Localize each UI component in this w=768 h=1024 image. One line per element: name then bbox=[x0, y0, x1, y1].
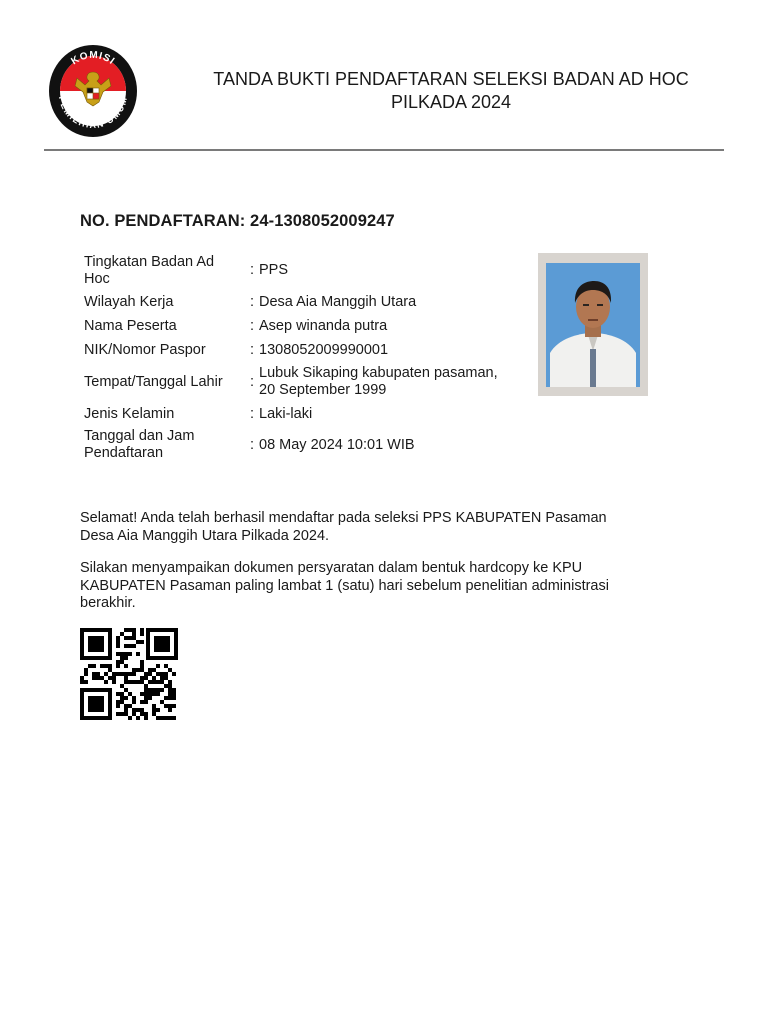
colon: : bbox=[250, 437, 255, 453]
instruction-message bbox=[80, 560, 651, 613]
qr-module bbox=[164, 664, 168, 668]
qr-module bbox=[148, 692, 152, 696]
registration-number: NO. PENDAFTARAN: 24-1308052009247 bbox=[80, 212, 395, 230]
qr-module bbox=[100, 676, 104, 680]
qr-module bbox=[132, 708, 136, 712]
logo-top-text: KOMISI bbox=[69, 49, 117, 68]
qr-module bbox=[120, 700, 124, 704]
colon: : bbox=[250, 318, 255, 334]
qr-module bbox=[152, 676, 156, 680]
label-tingkatan-line-1: Tingkatan Badan Ad bbox=[84, 254, 215, 270]
qr-module bbox=[124, 672, 128, 676]
qr-module bbox=[128, 680, 132, 684]
qr-module bbox=[132, 700, 136, 704]
qr-code bbox=[80, 628, 178, 720]
label-nik: NIK/Nomor Paspor bbox=[84, 342, 206, 358]
qr-module bbox=[160, 672, 164, 676]
qr-module bbox=[160, 716, 164, 720]
qr-module bbox=[152, 688, 156, 692]
qr-module bbox=[148, 668, 152, 672]
qr-module bbox=[92, 676, 96, 680]
colon: : bbox=[250, 374, 255, 390]
qr-module bbox=[116, 636, 120, 640]
qr-module bbox=[168, 668, 172, 672]
qr-module bbox=[144, 684, 148, 688]
qr-module bbox=[116, 664, 120, 668]
qr-module bbox=[88, 664, 92, 668]
qr-module bbox=[136, 668, 140, 672]
qr-module bbox=[116, 704, 120, 708]
qr-module bbox=[136, 652, 140, 656]
qr-module bbox=[84, 680, 88, 684]
qr-module bbox=[156, 672, 160, 676]
qr-module bbox=[148, 680, 152, 684]
success-message-line-2: Desa Aia Manggih Utara Pilkada 2024. bbox=[80, 527, 330, 544]
value-ttl-line-2: 20 September 1999 bbox=[259, 382, 387, 398]
colon: : bbox=[250, 262, 255, 278]
qr-module bbox=[128, 652, 132, 656]
qr-module bbox=[140, 660, 144, 664]
qr-module bbox=[148, 688, 152, 692]
label-nama: Nama Peserta bbox=[84, 318, 177, 334]
instruction-message-line-2: KABUPATEN Pasaman paling lambat 1 (satu) hari sebelum penelitian administrasi bbox=[80, 577, 609, 594]
qr-module bbox=[164, 696, 168, 700]
qr-module bbox=[120, 712, 124, 716]
qr-module bbox=[124, 628, 128, 632]
qr-module bbox=[124, 664, 128, 668]
qr-module bbox=[164, 684, 168, 688]
qr-module bbox=[132, 632, 136, 636]
qr-module bbox=[140, 700, 144, 704]
qr-module bbox=[156, 688, 160, 692]
qr-module bbox=[152, 668, 156, 672]
colon: : bbox=[250, 406, 255, 422]
qr-module bbox=[144, 716, 148, 720]
label-tgl-line-1: Tanggal dan Jam bbox=[84, 428, 195, 444]
qr-module bbox=[96, 672, 100, 676]
qr-module bbox=[152, 712, 156, 716]
label-tgl-line-2: Pendaftaran bbox=[84, 445, 164, 461]
qr-module bbox=[152, 704, 156, 708]
qr-module bbox=[144, 672, 148, 676]
instruction-message-line-3: berakhir. bbox=[80, 595, 136, 611]
label-tingkatan bbox=[84, 254, 244, 288]
qr-module bbox=[132, 644, 136, 648]
qr-module bbox=[120, 692, 124, 696]
qr-module bbox=[92, 672, 96, 676]
qr-module bbox=[168, 692, 172, 696]
qr-module bbox=[132, 712, 136, 716]
qr-module bbox=[172, 692, 176, 696]
label-tingkatan-line-2: Hoc bbox=[84, 271, 110, 287]
qr-module bbox=[156, 716, 160, 720]
qr-module bbox=[168, 696, 172, 700]
qr-module bbox=[136, 640, 140, 644]
qr-module bbox=[160, 700, 164, 704]
qr-module bbox=[92, 664, 96, 668]
qr-module bbox=[144, 712, 148, 716]
qr-module bbox=[144, 700, 148, 704]
qr-module bbox=[128, 628, 132, 632]
qr-module bbox=[112, 680, 116, 684]
qr-module bbox=[108, 676, 112, 680]
label-wilayah: Wilayah Kerja bbox=[84, 294, 174, 310]
qr-module bbox=[124, 636, 128, 640]
qr-module bbox=[124, 676, 128, 680]
qr-module bbox=[128, 644, 132, 648]
qr-module bbox=[84, 668, 88, 672]
header-divider bbox=[44, 149, 724, 151]
qr-module bbox=[132, 668, 136, 672]
qr-module bbox=[128, 716, 132, 720]
qr-module bbox=[120, 632, 124, 636]
qr-module bbox=[132, 628, 136, 632]
qr-module bbox=[152, 680, 156, 684]
title-line-1: TANDA BUKTI PENDAFTARAN SELEKSI BADAN AD HOC bbox=[213, 69, 689, 89]
qr-module bbox=[132, 696, 136, 700]
qr-module bbox=[144, 696, 148, 700]
qr-module bbox=[124, 704, 128, 708]
qr-module bbox=[116, 660, 120, 664]
qr-module bbox=[116, 692, 120, 696]
qr-module bbox=[128, 672, 132, 676]
qr-module bbox=[116, 672, 120, 676]
qr-module bbox=[108, 664, 112, 668]
qr-module bbox=[104, 672, 108, 676]
title-line-2: PILKADA 2024 bbox=[390, 92, 512, 112]
qr-module bbox=[140, 664, 144, 668]
qr-module bbox=[168, 688, 172, 692]
success-message bbox=[80, 510, 651, 545]
qr-module bbox=[144, 688, 148, 692]
colon: : bbox=[250, 342, 255, 358]
qr-module bbox=[144, 676, 148, 680]
qr-module bbox=[136, 716, 140, 720]
qr-module bbox=[152, 708, 156, 712]
document-title bbox=[170, 68, 732, 114]
success-message-line-1: Selamat! Anda telah berhasil mendaftar pada seleksi PPS KABUPATEN Pasaman bbox=[80, 510, 607, 526]
qr-module bbox=[160, 680, 164, 684]
qr-module bbox=[116, 712, 120, 716]
qr-module bbox=[140, 668, 144, 672]
qr-module bbox=[104, 664, 108, 668]
qr-module bbox=[140, 692, 144, 696]
qr-module bbox=[136, 680, 140, 684]
logo-bottom-text: PEMILIHAN UMUM bbox=[56, 95, 130, 131]
qr-module bbox=[156, 680, 160, 684]
qr-module bbox=[120, 672, 124, 676]
qr-module bbox=[164, 676, 168, 680]
instruction-message-line-1: Silakan menyampaikan dokumen persyaratan dalam bentuk hardcopy ke KPU bbox=[80, 560, 583, 576]
value-wilayah: Desa Aia Manggih Utara bbox=[259, 294, 417, 310]
qr-module bbox=[84, 672, 88, 676]
qr-module bbox=[160, 688, 164, 692]
label-tgl bbox=[84, 428, 244, 462]
value-tgl: 08 May 2024 10:01 WIB bbox=[259, 437, 415, 453]
qr-module bbox=[140, 680, 144, 684]
participant-photo bbox=[538, 253, 648, 396]
qr-module bbox=[172, 696, 176, 700]
qr-module bbox=[140, 640, 144, 644]
value-nik: 1308052009990001 bbox=[259, 342, 389, 358]
qr-module bbox=[140, 676, 144, 680]
qr-module bbox=[152, 692, 156, 696]
qr-module bbox=[168, 708, 172, 712]
qr-module bbox=[144, 692, 148, 696]
qr-module bbox=[132, 672, 136, 676]
qr-module bbox=[172, 716, 176, 720]
value-jk: Laki-laki bbox=[259, 406, 313, 422]
value-tingkatan: PPS bbox=[259, 262, 289, 278]
colon: : bbox=[250, 294, 255, 310]
qr-module bbox=[132, 680, 136, 684]
qr-module bbox=[172, 688, 176, 692]
qr-module bbox=[128, 692, 132, 696]
qr-module bbox=[156, 708, 160, 712]
qr-module bbox=[124, 652, 128, 656]
qr-module bbox=[140, 712, 144, 716]
qr-module bbox=[164, 716, 168, 720]
qr-module bbox=[120, 660, 124, 664]
value-ttl-line-1: Lubuk Sikaping kabupaten pasaman, bbox=[259, 365, 498, 381]
qr-module bbox=[140, 628, 144, 632]
qr-module bbox=[148, 696, 152, 700]
qr-module bbox=[168, 684, 172, 688]
qr-module bbox=[100, 664, 104, 668]
qr-module bbox=[116, 700, 120, 704]
qr-module bbox=[172, 704, 176, 708]
qr-module bbox=[124, 656, 128, 660]
value-ttl bbox=[259, 365, 529, 399]
qr-module bbox=[124, 644, 128, 648]
label-ttl: Tempat/Tanggal Lahir bbox=[84, 374, 223, 390]
qr-module bbox=[172, 672, 176, 676]
qr-module bbox=[136, 708, 140, 712]
value-nama: Asep winanda putra bbox=[259, 318, 388, 334]
qr-module bbox=[124, 696, 128, 700]
qr-module bbox=[140, 708, 144, 712]
qr-module bbox=[128, 704, 132, 708]
qr-module bbox=[96, 676, 100, 680]
qr-module bbox=[116, 652, 120, 656]
qr-module bbox=[164, 672, 168, 676]
qr-module bbox=[168, 716, 172, 720]
qr-module bbox=[164, 704, 168, 708]
kpu-logo bbox=[47, 44, 139, 140]
qr-module bbox=[156, 664, 160, 668]
qr-module bbox=[124, 708, 128, 712]
qr-module bbox=[116, 640, 120, 644]
qr-module bbox=[120, 684, 124, 688]
qr-module bbox=[140, 632, 144, 636]
qr-module bbox=[128, 636, 132, 640]
qr-module bbox=[148, 672, 152, 676]
qr-module bbox=[132, 636, 136, 640]
qr-module bbox=[124, 712, 128, 716]
qr-module bbox=[124, 688, 128, 692]
qr-module bbox=[104, 680, 108, 684]
qr-module bbox=[156, 692, 160, 696]
qr-module bbox=[108, 668, 112, 672]
qr-module bbox=[168, 704, 172, 708]
label-jk: Jenis Kelamin bbox=[84, 406, 175, 422]
qr-module bbox=[120, 696, 124, 700]
qr-module bbox=[116, 644, 120, 648]
qr-module bbox=[80, 680, 84, 684]
qr-module bbox=[112, 676, 116, 680]
qr-module bbox=[160, 676, 164, 680]
qr-module bbox=[120, 656, 124, 660]
qr-module bbox=[80, 676, 84, 680]
qr-module bbox=[124, 680, 128, 684]
qr-module bbox=[112, 672, 116, 676]
qr-module bbox=[168, 680, 172, 684]
qr-module bbox=[120, 652, 124, 656]
